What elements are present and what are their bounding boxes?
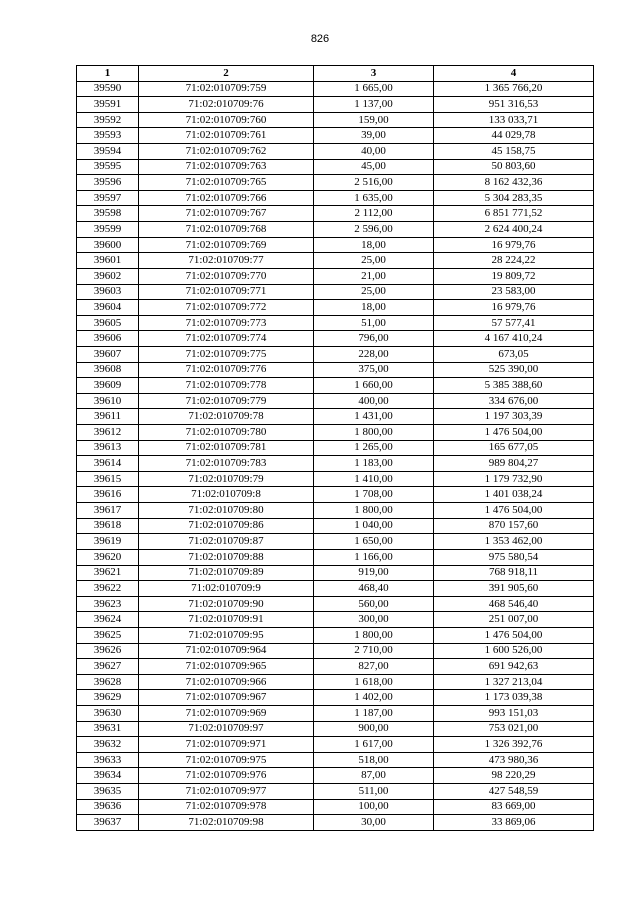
row-number-cell: 39634	[77, 768, 139, 784]
row-number-cell: 39619	[77, 534, 139, 550]
table-row	[77, 799, 594, 815]
area-cell: 1 265,00	[314, 440, 434, 456]
row-number-cell: 39628	[77, 674, 139, 690]
row-number-cell: 39597	[77, 190, 139, 206]
row-number-cell: 39602	[77, 268, 139, 284]
row-number-cell: 39637	[77, 815, 139, 831]
value-cell: 5 385 388,60	[434, 378, 594, 394]
cadastral-number-cell: 71:02:010709:86	[139, 518, 314, 534]
row-number-cell: 39603	[77, 284, 139, 300]
cadastral-number-cell: 71:02:010709:88	[139, 549, 314, 565]
area-cell: 1 800,00	[314, 503, 434, 519]
row-number-cell: 39625	[77, 627, 139, 643]
value-cell: 5 304 283,35	[434, 190, 594, 206]
table-row	[77, 784, 594, 800]
row-number-cell: 39610	[77, 393, 139, 409]
cadastral-number-cell: 71:02:010709:98	[139, 815, 314, 831]
area-cell: 30,00	[314, 815, 434, 831]
value-cell: 16 979,76	[434, 237, 594, 253]
area-cell: 1 660,00	[314, 378, 434, 394]
table-row	[77, 705, 594, 721]
table-row	[77, 487, 594, 503]
cadastral-number-cell: 71:02:010709:97	[139, 721, 314, 737]
row-number-cell: 39614	[77, 456, 139, 472]
value-cell: 951 316,53	[434, 97, 594, 113]
area-cell: 159,00	[314, 112, 434, 128]
row-number-cell: 39622	[77, 581, 139, 597]
area-cell: 2 112,00	[314, 206, 434, 222]
table-row	[77, 643, 594, 659]
row-number-cell: 39591	[77, 97, 139, 113]
value-cell: 673,05	[434, 346, 594, 362]
row-number-cell: 39631	[77, 721, 139, 737]
cadastral-number-cell: 71:02:010709:965	[139, 659, 314, 675]
cadastral-number-cell: 71:02:010709:77	[139, 253, 314, 269]
table-row	[77, 518, 594, 534]
cadastral-number-cell: 71:02:010709:776	[139, 362, 314, 378]
row-number-cell: 39632	[77, 737, 139, 753]
cadastral-number-cell: 71:02:010709:774	[139, 331, 314, 347]
table-row	[77, 581, 594, 597]
cadastral-number-cell: 71:02:010709:971	[139, 737, 314, 753]
value-cell: 2 624 400,24	[434, 222, 594, 238]
value-cell: 28 224,22	[434, 253, 594, 269]
value-cell: 768 918,11	[434, 565, 594, 581]
table-row	[77, 159, 594, 175]
cadastral-number-cell: 71:02:010709:765	[139, 175, 314, 191]
cadastral-number-cell: 71:02:010709:87	[139, 534, 314, 550]
table-row	[77, 690, 594, 706]
table-row	[77, 190, 594, 206]
area-cell: 1 618,00	[314, 674, 434, 690]
value-cell: 753 021,00	[434, 721, 594, 737]
value-cell: 1 179 732,90	[434, 471, 594, 487]
cadastral-number-cell: 71:02:010709:775	[139, 346, 314, 362]
cadastral-number-cell: 71:02:010709:778	[139, 378, 314, 394]
row-number-cell: 39627	[77, 659, 139, 675]
row-number-cell: 39629	[77, 690, 139, 706]
area-cell: 511,00	[314, 784, 434, 800]
value-cell: 8 162 432,36	[434, 175, 594, 191]
table-row	[77, 393, 594, 409]
row-number-cell: 39620	[77, 549, 139, 565]
table-row	[77, 534, 594, 550]
table-row	[77, 222, 594, 238]
table-row	[77, 456, 594, 472]
row-number-cell: 39617	[77, 503, 139, 519]
value-cell: 691 942,63	[434, 659, 594, 675]
table-row	[77, 737, 594, 753]
cadastral-number-cell: 71:02:010709:78	[139, 409, 314, 425]
table-row	[77, 81, 594, 97]
row-number-cell: 39626	[77, 643, 139, 659]
table-row	[77, 97, 594, 113]
area-cell: 1 431,00	[314, 409, 434, 425]
value-cell: 391 905,60	[434, 581, 594, 597]
value-cell: 44 029,78	[434, 128, 594, 144]
value-cell: 1 401 038,24	[434, 487, 594, 503]
area-cell: 1 040,00	[314, 518, 434, 534]
table-row	[77, 144, 594, 160]
row-number-cell: 39594	[77, 144, 139, 160]
row-number-cell: 39600	[77, 237, 139, 253]
area-cell: 2 596,00	[314, 222, 434, 238]
cadastral-number-cell: 71:02:010709:89	[139, 565, 314, 581]
table-row	[77, 268, 594, 284]
area-cell: 51,00	[314, 315, 434, 331]
cadastral-number-cell: 71:02:010709:978	[139, 799, 314, 815]
area-cell: 21,00	[314, 268, 434, 284]
area-cell: 100,00	[314, 799, 434, 815]
row-number-cell: 39606	[77, 331, 139, 347]
area-cell: 1 187,00	[314, 705, 434, 721]
area-cell: 518,00	[314, 752, 434, 768]
area-cell: 18,00	[314, 300, 434, 316]
row-number-cell: 39612	[77, 425, 139, 441]
cadastral-table	[76, 65, 594, 831]
row-number-cell: 39598	[77, 206, 139, 222]
value-cell: 1 197 303,39	[434, 409, 594, 425]
table-row	[77, 331, 594, 347]
value-cell: 473 980,36	[434, 752, 594, 768]
cadastral-number-cell: 71:02:010709:779	[139, 393, 314, 409]
area-cell: 1 166,00	[314, 549, 434, 565]
value-cell: 1 327 213,04	[434, 674, 594, 690]
cadastral-number-cell: 71:02:010709:773	[139, 315, 314, 331]
row-number-cell: 39615	[77, 471, 139, 487]
row-number-cell: 39633	[77, 752, 139, 768]
table-row	[77, 284, 594, 300]
cadastral-number-cell: 71:02:010709:95	[139, 627, 314, 643]
cadastral-number-cell: 71:02:010709:771	[139, 284, 314, 300]
cadastral-number-cell: 71:02:010709:780	[139, 425, 314, 441]
cadastral-number-cell: 71:02:010709:967	[139, 690, 314, 706]
table-row	[77, 549, 594, 565]
cadastral-number-cell: 71:02:010709:762	[139, 144, 314, 160]
table-row	[77, 378, 594, 394]
area-cell: 1 410,00	[314, 471, 434, 487]
row-number-cell: 39636	[77, 799, 139, 815]
area-cell: 1 137,00	[314, 97, 434, 113]
table-row	[77, 409, 594, 425]
cadastral-number-cell: 71:02:010709:770	[139, 268, 314, 284]
cadastral-number-cell: 71:02:010709:964	[139, 643, 314, 659]
area-cell: 39,00	[314, 128, 434, 144]
column-header-1: 1	[77, 66, 139, 82]
area-cell: 228,00	[314, 346, 434, 362]
value-cell: 1 476 504,00	[434, 425, 594, 441]
row-number-cell: 39607	[77, 346, 139, 362]
cadastral-number-cell: 71:02:010709:759	[139, 81, 314, 97]
value-cell: 23 583,00	[434, 284, 594, 300]
value-cell: 468 546,40	[434, 596, 594, 612]
cadastral-number-cell: 71:02:010709:76	[139, 97, 314, 113]
table-row	[77, 612, 594, 628]
table-row	[77, 300, 594, 316]
row-number-cell: 39611	[77, 409, 139, 425]
column-header-4: 4	[434, 66, 594, 82]
area-cell: 18,00	[314, 237, 434, 253]
area-cell: 25,00	[314, 253, 434, 269]
area-cell: 1 650,00	[314, 534, 434, 550]
value-cell: 1 353 462,00	[434, 534, 594, 550]
cadastral-number-cell: 71:02:010709:8	[139, 487, 314, 503]
cadastral-number-cell: 71:02:010709:977	[139, 784, 314, 800]
table-row	[77, 596, 594, 612]
row-number-cell: 39624	[77, 612, 139, 628]
row-number-cell: 39618	[77, 518, 139, 534]
value-cell: 975 580,54	[434, 549, 594, 565]
area-cell: 1 617,00	[314, 737, 434, 753]
area-cell: 919,00	[314, 565, 434, 581]
value-cell: 4 167 410,24	[434, 331, 594, 347]
table-row	[77, 237, 594, 253]
row-number-cell: 39608	[77, 362, 139, 378]
value-cell: 16 979,76	[434, 300, 594, 316]
cadastral-number-cell: 71:02:010709:90	[139, 596, 314, 612]
value-cell: 1 476 504,00	[434, 503, 594, 519]
row-number-cell: 39635	[77, 784, 139, 800]
table-row	[77, 659, 594, 675]
value-cell: 6 851 771,52	[434, 206, 594, 222]
cadastral-number-cell: 71:02:010709:783	[139, 456, 314, 472]
value-cell: 1 476 504,00	[434, 627, 594, 643]
value-cell: 989 804,27	[434, 456, 594, 472]
cadastral-number-cell: 71:02:010709:975	[139, 752, 314, 768]
cadastral-number-cell: 71:02:010709:91	[139, 612, 314, 628]
cadastral-number-cell: 71:02:010709:781	[139, 440, 314, 456]
table-row	[77, 315, 594, 331]
header-row	[77, 66, 594, 82]
table-row	[77, 503, 594, 519]
table-row	[77, 627, 594, 643]
area-cell: 40,00	[314, 144, 434, 160]
row-number-cell: 39613	[77, 440, 139, 456]
cadastral-number-cell: 71:02:010709:80	[139, 503, 314, 519]
table-body	[77, 81, 594, 830]
cadastral-number-cell: 71:02:010709:761	[139, 128, 314, 144]
cadastral-number-cell: 71:02:010709:769	[139, 237, 314, 253]
area-cell: 2 516,00	[314, 175, 434, 191]
area-cell: 87,00	[314, 768, 434, 784]
area-cell: 375,00	[314, 362, 434, 378]
column-header-2: 2	[139, 66, 314, 82]
table-row	[77, 471, 594, 487]
value-cell: 334 676,00	[434, 393, 594, 409]
row-number-cell: 39601	[77, 253, 139, 269]
row-number-cell: 39621	[77, 565, 139, 581]
row-number-cell: 39592	[77, 112, 139, 128]
area-cell: 300,00	[314, 612, 434, 628]
area-cell: 900,00	[314, 721, 434, 737]
table-row	[77, 362, 594, 378]
cadastral-number-cell: 71:02:010709:976	[139, 768, 314, 784]
area-cell: 1 665,00	[314, 81, 434, 97]
row-number-cell: 39593	[77, 128, 139, 144]
cadastral-number-cell: 71:02:010709:79	[139, 471, 314, 487]
area-cell: 2 710,00	[314, 643, 434, 659]
table-row	[77, 768, 594, 784]
table-row	[77, 565, 594, 581]
area-cell: 1 635,00	[314, 190, 434, 206]
area-cell: 400,00	[314, 393, 434, 409]
row-number-cell: 39605	[77, 315, 139, 331]
value-cell: 98 220,29	[434, 768, 594, 784]
value-cell: 993 151,03	[434, 705, 594, 721]
area-cell: 1 800,00	[314, 627, 434, 643]
column-header-3: 3	[314, 66, 434, 82]
value-cell: 133 033,71	[434, 112, 594, 128]
area-cell: 1 800,00	[314, 425, 434, 441]
cadastral-number-cell: 71:02:010709:9	[139, 581, 314, 597]
cadastral-number-cell: 71:02:010709:763	[139, 159, 314, 175]
row-number-cell: 39623	[77, 596, 139, 612]
row-number-cell: 39595	[77, 159, 139, 175]
row-number-cell: 39596	[77, 175, 139, 191]
cadastral-number-cell: 71:02:010709:768	[139, 222, 314, 238]
value-cell: 57 577,41	[434, 315, 594, 331]
table-row	[77, 752, 594, 768]
table-row	[77, 206, 594, 222]
table-row	[77, 425, 594, 441]
row-number-cell: 39616	[77, 487, 139, 503]
cadastral-number-cell: 71:02:010709:766	[139, 190, 314, 206]
table-row	[77, 346, 594, 362]
value-cell: 50 803,60	[434, 159, 594, 175]
area-cell: 1 183,00	[314, 456, 434, 472]
cadastral-number-cell: 71:02:010709:969	[139, 705, 314, 721]
area-cell: 560,00	[314, 596, 434, 612]
value-cell: 1 600 526,00	[434, 643, 594, 659]
value-cell: 19 809,72	[434, 268, 594, 284]
area-cell: 468,40	[314, 581, 434, 597]
area-cell: 25,00	[314, 284, 434, 300]
area-cell: 796,00	[314, 331, 434, 347]
value-cell: 33 869,06	[434, 815, 594, 831]
value-cell: 525 390,00	[434, 362, 594, 378]
value-cell: 1 326 392,76	[434, 737, 594, 753]
table-row	[77, 253, 594, 269]
table-row	[77, 175, 594, 191]
table-row	[77, 674, 594, 690]
cadastral-number-cell: 71:02:010709:760	[139, 112, 314, 128]
table-row	[77, 440, 594, 456]
value-cell: 870 157,60	[434, 518, 594, 534]
cadastral-number-cell: 71:02:010709:966	[139, 674, 314, 690]
value-cell: 165 677,05	[434, 440, 594, 456]
page-number: 826	[310, 33, 330, 45]
cadastral-number-cell: 71:02:010709:767	[139, 206, 314, 222]
row-number-cell: 39590	[77, 81, 139, 97]
value-cell: 83 669,00	[434, 799, 594, 815]
row-number-cell: 39630	[77, 705, 139, 721]
row-number-cell: 39599	[77, 222, 139, 238]
cadastral-number-cell: 71:02:010709:772	[139, 300, 314, 316]
table-row	[77, 721, 594, 737]
table-row	[77, 128, 594, 144]
value-cell: 1 173 039,38	[434, 690, 594, 706]
value-cell: 1 365 766,20	[434, 81, 594, 97]
area-cell: 1 402,00	[314, 690, 434, 706]
value-cell: 427 548,59	[434, 784, 594, 800]
area-cell: 45,00	[314, 159, 434, 175]
table-row	[77, 112, 594, 128]
value-cell: 45 158,75	[434, 144, 594, 160]
area-cell: 827,00	[314, 659, 434, 675]
area-cell: 1 708,00	[314, 487, 434, 503]
row-number-cell: 39609	[77, 378, 139, 394]
value-cell: 251 007,00	[434, 612, 594, 628]
table-row	[77, 815, 594, 831]
row-number-cell: 39604	[77, 300, 139, 316]
